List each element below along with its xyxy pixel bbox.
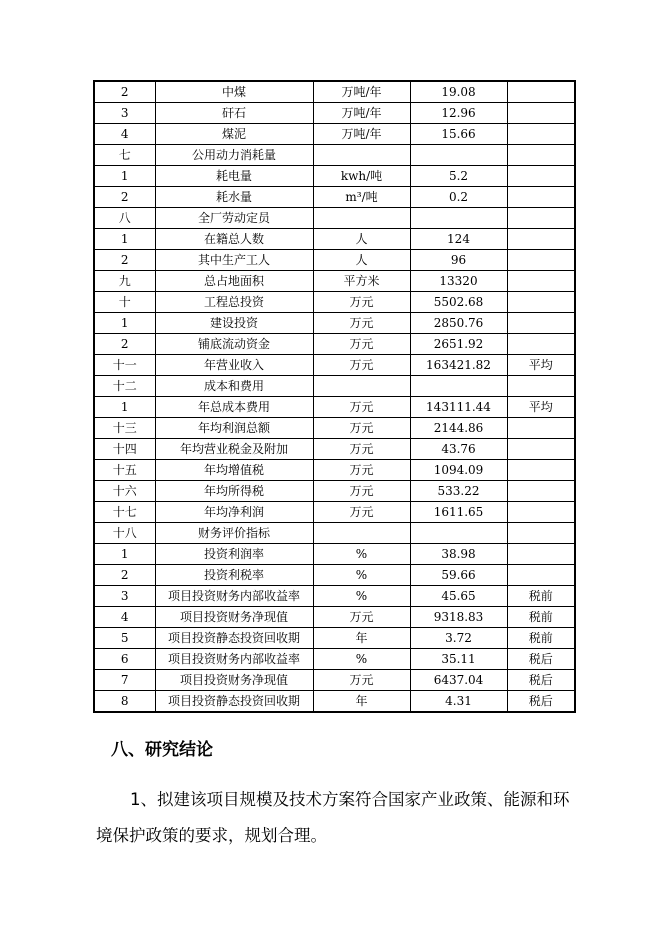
cell-value xyxy=(410,145,507,166)
cell-note: 税前 xyxy=(507,586,575,607)
table-row xyxy=(94,670,575,691)
cell-value: 45.65 xyxy=(410,586,507,607)
cell-item-name: 年均增值税 xyxy=(155,460,313,481)
table-row xyxy=(94,544,575,565)
cell-unit: 万元 xyxy=(313,418,410,439)
cell-item-name: 公用动力消耗量 xyxy=(155,145,313,166)
cell-item-name: 总占地面积 xyxy=(155,271,313,292)
cell-value: 2850.76 xyxy=(410,313,507,334)
cell-value: 5.2 xyxy=(410,166,507,187)
cell-unit: 万元 xyxy=(313,313,410,334)
cell-unit: 万元 xyxy=(313,502,410,523)
cell-note xyxy=(507,460,575,481)
cell-row-number: 1 xyxy=(94,229,155,250)
cell-row-number: 十四 xyxy=(94,439,155,460)
table-row xyxy=(94,145,575,166)
cell-unit: 万元 xyxy=(313,439,410,460)
conclusion-paragraph: 1、拟建该项目规模及技术方案符合国家产业政策、能源和环境保护政策的要求，规划合理。 xyxy=(96,790,570,845)
cell-unit: 年 xyxy=(313,691,410,713)
cell-row-number: 3 xyxy=(94,586,155,607)
cell-value: 533.22 xyxy=(410,481,507,502)
cell-note xyxy=(507,103,575,124)
cell-row-number: 6 xyxy=(94,649,155,670)
cell-note xyxy=(507,292,575,313)
cell-note: 税后 xyxy=(507,691,575,713)
cell-note: 税前 xyxy=(507,607,575,628)
cell-note xyxy=(507,313,575,334)
cell-row-number: 5 xyxy=(94,628,155,649)
cell-note xyxy=(507,229,575,250)
cell-item-name: 年均利润总额 xyxy=(155,418,313,439)
cell-item-name: 年均净利润 xyxy=(155,502,313,523)
table-row xyxy=(94,376,575,397)
cell-unit: m³/吨 xyxy=(313,187,410,208)
cell-unit: % xyxy=(313,649,410,670)
cell-value: 19.08 xyxy=(410,81,507,103)
table-row xyxy=(94,628,575,649)
cell-unit: 万元 xyxy=(313,460,410,481)
table-row xyxy=(94,418,575,439)
cell-item-name: 项目投资静态投资回收期 xyxy=(155,628,313,649)
table-row xyxy=(94,439,575,460)
cell-value: 143111.44 xyxy=(410,397,507,418)
cell-note xyxy=(507,565,575,586)
table-row xyxy=(94,691,575,713)
cell-row-number: 九 xyxy=(94,271,155,292)
cell-value: 5502.68 xyxy=(410,292,507,313)
cell-item-name: 成本和费用 xyxy=(155,376,313,397)
cell-value: 3.72 xyxy=(410,628,507,649)
cell-item-name: 年总成本费用 xyxy=(155,397,313,418)
table-row xyxy=(94,334,575,355)
table-row xyxy=(94,523,575,544)
cell-note xyxy=(507,376,575,397)
indicator-table-wrapper xyxy=(93,80,574,713)
cell-value: 12.96 xyxy=(410,103,507,124)
cell-note xyxy=(507,418,575,439)
table-row xyxy=(94,481,575,502)
cell-row-number: 十三 xyxy=(94,418,155,439)
table-row xyxy=(94,586,575,607)
cell-row-number: 八 xyxy=(94,208,155,229)
cell-unit xyxy=(313,376,410,397)
table-row xyxy=(94,81,575,103)
cell-item-name: 项目投资财务净现值 xyxy=(155,670,313,691)
cell-item-name: 财务评价指标 xyxy=(155,523,313,544)
cell-value: 1611.65 xyxy=(410,502,507,523)
cell-item-name: 全厂劳动定员 xyxy=(155,208,313,229)
cell-unit: 万元 xyxy=(313,481,410,502)
cell-unit: 万元 xyxy=(313,607,410,628)
cell-row-number: 2 xyxy=(94,565,155,586)
cell-value: 38.98 xyxy=(410,544,507,565)
cell-note: 平均 xyxy=(507,355,575,376)
table-row xyxy=(94,271,575,292)
cell-row-number: 十八 xyxy=(94,523,155,544)
cell-unit: 万吨/年 xyxy=(313,124,410,145)
cell-row-number: 8 xyxy=(94,691,155,713)
table-row xyxy=(94,208,575,229)
cell-item-name: 工程总投资 xyxy=(155,292,313,313)
cell-note xyxy=(507,334,575,355)
cell-row-number: 十 xyxy=(94,292,155,313)
table-row xyxy=(94,250,575,271)
table-row xyxy=(94,649,575,670)
cell-item-name: 项目投资财务内部收益率 xyxy=(155,586,313,607)
cell-note xyxy=(507,502,575,523)
table-row xyxy=(94,187,575,208)
cell-item-name: 建设投资 xyxy=(155,313,313,334)
cell-unit: % xyxy=(313,586,410,607)
cell-value xyxy=(410,208,507,229)
cell-unit: 平方米 xyxy=(313,271,410,292)
cell-row-number: 十七 xyxy=(94,502,155,523)
cell-note xyxy=(507,250,575,271)
cell-value: 35.11 xyxy=(410,649,507,670)
cell-item-name: 项目投资静态投资回收期 xyxy=(155,691,313,713)
cell-note xyxy=(507,481,575,502)
cell-unit: % xyxy=(313,565,410,586)
cell-value: 6437.04 xyxy=(410,670,507,691)
cell-note xyxy=(507,271,575,292)
cell-item-name: 铺底流动资金 xyxy=(155,334,313,355)
cell-row-number: 十六 xyxy=(94,481,155,502)
cell-value xyxy=(410,376,507,397)
table-row xyxy=(94,502,575,523)
cell-value: 59.66 xyxy=(410,565,507,586)
cell-row-number: 4 xyxy=(94,607,155,628)
cell-item-name: 耗水量 xyxy=(155,187,313,208)
cell-note: 税后 xyxy=(507,670,575,691)
cell-value: 1094.09 xyxy=(410,460,507,481)
cell-unit: 万元 xyxy=(313,397,410,418)
cell-value: 4.31 xyxy=(410,691,507,713)
cell-row-number: 1 xyxy=(94,313,155,334)
cell-unit xyxy=(313,145,410,166)
cell-note xyxy=(507,523,575,544)
cell-row-number: 3 xyxy=(94,103,155,124)
cell-item-name: 项目投资财务内部收益率 xyxy=(155,649,313,670)
table-row xyxy=(94,565,575,586)
cell-value: 163421.82 xyxy=(410,355,507,376)
cell-value: 13320 xyxy=(410,271,507,292)
cell-note xyxy=(507,166,575,187)
cell-note xyxy=(507,187,575,208)
cell-unit: 人 xyxy=(313,250,410,271)
cell-note: 税前 xyxy=(507,628,575,649)
cell-item-name: 其中生产工人 xyxy=(155,250,313,271)
cell-value: 9318.83 xyxy=(410,607,507,628)
cell-item-name: 年营业收入 xyxy=(155,355,313,376)
cell-value: 124 xyxy=(410,229,507,250)
cell-value: 43.76 xyxy=(410,439,507,460)
table-row xyxy=(94,313,575,334)
cell-item-name: 年均营业税金及附加 xyxy=(155,439,313,460)
cell-note xyxy=(507,81,575,103)
cell-value: 2144.86 xyxy=(410,418,507,439)
cell-item-name: 中煤 xyxy=(155,81,313,103)
cell-note xyxy=(507,544,575,565)
indicator-table-body xyxy=(94,81,575,712)
cell-row-number: 2 xyxy=(94,187,155,208)
cell-unit: 万元 xyxy=(313,292,410,313)
table-row xyxy=(94,397,575,418)
cell-unit: 万元 xyxy=(313,670,410,691)
cell-row-number: 1 xyxy=(94,544,155,565)
cell-unit: 万元 xyxy=(313,334,410,355)
table-row xyxy=(94,124,575,145)
cell-item-name: 矸石 xyxy=(155,103,313,124)
cell-value: 15.66 xyxy=(410,124,507,145)
cell-unit: 万元 xyxy=(313,355,410,376)
table-row xyxy=(94,355,575,376)
indicator-table xyxy=(93,80,576,713)
cell-item-name: 投资利税率 xyxy=(155,565,313,586)
cell-row-number: 1 xyxy=(94,166,155,187)
cell-row-number: 4 xyxy=(94,124,155,145)
cell-item-name: 耗电量 xyxy=(155,166,313,187)
table-row xyxy=(94,607,575,628)
cell-value xyxy=(410,523,507,544)
cell-note xyxy=(507,124,575,145)
cell-row-number: 十一 xyxy=(94,355,155,376)
cell-note: 税后 xyxy=(507,649,575,670)
table-row xyxy=(94,292,575,313)
cell-unit: 年 xyxy=(313,628,410,649)
cell-unit: 万吨/年 xyxy=(313,81,410,103)
cell-value: 2651.92 xyxy=(410,334,507,355)
cell-row-number: 2 xyxy=(94,334,155,355)
cell-value: 96 xyxy=(410,250,507,271)
cell-row-number: 十二 xyxy=(94,376,155,397)
cell-item-name: 投资利润率 xyxy=(155,544,313,565)
cell-note xyxy=(507,208,575,229)
table-row xyxy=(94,460,575,481)
cell-value: 0.2 xyxy=(410,187,507,208)
cell-row-number: 十五 xyxy=(94,460,155,481)
cell-row-number: 7 xyxy=(94,670,155,691)
cell-row-number: 1 xyxy=(94,397,155,418)
cell-row-number: 七 xyxy=(94,145,155,166)
section-heading: 八、研究结论 xyxy=(111,740,213,760)
cell-note xyxy=(507,145,575,166)
cell-note xyxy=(507,439,575,460)
table-row xyxy=(94,103,575,124)
cell-item-name: 在籍总人数 xyxy=(155,229,313,250)
cell-unit xyxy=(313,208,410,229)
table-row xyxy=(94,229,575,250)
table-row xyxy=(94,166,575,187)
cell-unit: 万吨/年 xyxy=(313,103,410,124)
cell-unit: kwh/吨 xyxy=(313,166,410,187)
cell-item-name: 项目投资财务净现值 xyxy=(155,607,313,628)
cell-row-number: 2 xyxy=(94,250,155,271)
cell-unit xyxy=(313,523,410,544)
cell-unit: 人 xyxy=(313,229,410,250)
cell-row-number: 2 xyxy=(94,81,155,103)
cell-item-name: 年均所得税 xyxy=(155,481,313,502)
cell-note: 平均 xyxy=(507,397,575,418)
cell-unit: % xyxy=(313,544,410,565)
cell-item-name: 煤泥 xyxy=(155,124,313,145)
